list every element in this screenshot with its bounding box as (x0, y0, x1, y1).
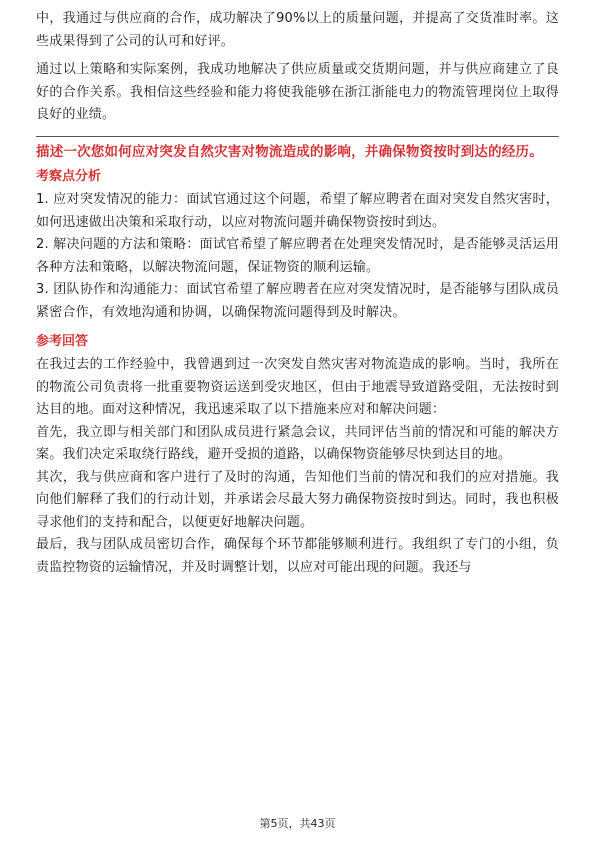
page-number: 第5页，共43页 (259, 817, 336, 830)
answer-paragraph: 最后，我与团队成员密切合作，确保每个环节都能够顺利进行。我组织了专门的小组，负责监控物资的运输情况，并及时调整计划，以应对可能出现的问题。我还与 (36, 537, 559, 575)
answer-heading: 参考回答 (36, 334, 89, 349)
analysis-heading: 考察点分析 (36, 169, 102, 184)
analysis-item: 2. 解决问题的方法和策略：面试官希望了解应聘者在处理突发情况时，是否能够灵活运用各种方法和策略，以解决物流问题，保证物资的顺利运输。 (36, 237, 559, 275)
intro-paragraph-1: 中，我通过与供应商的合作，成功解决了90%以上的质量问题，并提高了交货准时率。这些成果得到了公司的认可和好评。 (36, 11, 559, 49)
interview-question: 描述一次您如何应对突发自然灾害对物流造成的影响，并确保物资按时到达的经历。 (36, 143, 543, 160)
intro-paragraph-2: 通过以上策略和实际案例，我成功地解决了供应质量或交货期问题，并与供应商建立了良好的合作关系。我相信这些经验和能力将使我能够在浙江浙能电力的物流管理岗位上取得良好的业绩。 (36, 62, 559, 122)
document-page (36, 8, 559, 579)
answer-paragraph: 在我过去的工作经验中，我曾遇到过一次突发自然灾害对物流造成的影响。当时，我所在的物流公司负责将一批重要物资运送到受灾地区，但由于地震导致道路受阻，无法按时到达目的地。面对这种情况，我迅速采取了以下措施来应对和解决问题： (36, 357, 559, 417)
analysis-item: 3. 团队协作和沟通能力：面试官希望了解应聘者在应对突发情况时，是否能够与团队成员紧密合作，有效地沟通和协调，以确保物流问题得到及时解决。 (36, 282, 559, 320)
analysis-item: 1. 应对突发情况的能力：面试官通过这个问题，希望了解应聘者在面对突发自然灾害时，如何迅速做出决策和采取行动，以应对物流问题并确保物资按时到达。 (36, 192, 559, 230)
answer-paragraph: 首先，我立即与相关部门和团队成员进行紧急会议，共同评估当前的情况和可能的解决方案。我们决定采取绕行路线，避开受损的道路，以确保物资能够尽快到达目的地。 (36, 424, 559, 462)
answer-paragraph: 其次，我与供应商和客户进行了及时的沟通，告知他们当前的情况和我们的应对措施。我向他们解释了我们的行动计划，并承诺会尽最大努力确保物资按时到达。同时，我也积极寻求他们的支持和配合，以便更好地解决问题。 (36, 469, 559, 530)
section-divider (36, 136, 559, 137)
analysis-item-list (36, 189, 559, 324)
